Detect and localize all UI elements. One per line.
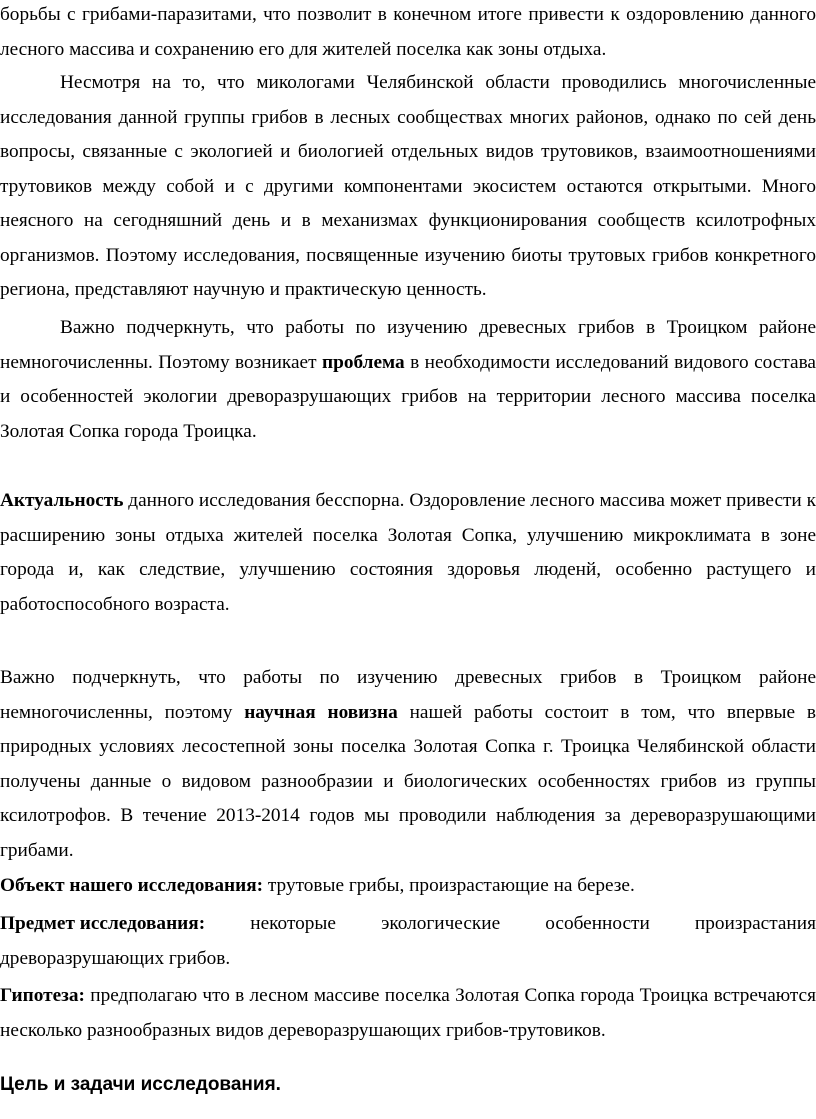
novelty-term: научная новизна: [244, 701, 398, 723]
relevance-text: данного исследования бесспорна. Оздоровление лесного массива может привести к расширению зоны отдыха жителей поселка Золотая Сопка, улучшению микроклимата в зоне города и, как следствие, улучшению состояния здоровья люденй, особенно растущего и работоспособного возраста.: [0, 490, 816, 615]
hypothesis-term: Гипотеза:: [0, 985, 85, 1006]
problem-text-before: Важно подчеркнуть, что работы по изучению древесных грибов в Троицком районе немногочисленны. Поэтому возникает: [0, 317, 816, 373]
paragraph-object: [0, 869, 816, 904]
section-heading: Цель и задачи исследования.: [0, 1074, 281, 1095]
novelty-text-after: нашей работы состоит в том, что впервые в природных условиях лесостепной зоны поселка Золотая Сопка г. Троицка Челябинской области получены данные о видовом разнообразии и биологических особенностях грибов из группы ксилотрофов. В течение 2013-2014 годов мы проводили наблюдения за дереворазрушающими грибами.: [0, 701, 816, 861]
subject-word-3: особенности: [545, 913, 650, 934]
novelty-text-before: Важно подчеркнуть, что работы по изучению древесных грибов в Троицком районе немногочисленны, поэтому: [0, 667, 816, 723]
object-term: Объект нашего исследования:: [0, 875, 264, 896]
relevance-term: Актуальность: [0, 490, 124, 511]
paragraph-subject-line1: [0, 907, 816, 942]
paragraph-subject-line2: древоразрушающих грибов.: [0, 948, 231, 969]
paragraph-relevance: [0, 484, 816, 622]
paragraph-intro: борьбы с грибами-паразитами, что позволит в конечном итоге привести к оздоровлению данного лесного массива и сохранению его для жителей поселка как зоны отдыха.: [0, 4, 816, 60]
paragraph-hypothesis: [0, 979, 816, 1048]
paragraph-mycology: Несмотря на то, что микологами Челябинской области проводились многочисленные исследования данной группы грибов в лесных сообществах многих районов, однако по сей день вопросы, связанные с экологией и биологией отдельных видов трутовиков, взаимоотношениями трутовиков между собой и с другими компонентами экосистем остаются открытыми. Много неясного на сегодняшний день и в механизмах функционирования сообществ ксилотрофных организмов. Поэтому исследования, посвященные изучению биоты трутовых грибов конкретного региона, представляют научную и практическую ценность.: [0, 72, 816, 300]
subject-term: Предмет исследования:: [0, 913, 206, 934]
problem-text-after: в необходимости исследований видового состава и особенностей экологии древоразрушающих грибов на территории лесного массива поселка Золотая Сопка города Троицка.: [0, 351, 816, 442]
paragraph-problem: [0, 311, 816, 449]
subject-word-2: экологические: [381, 913, 501, 934]
hypothesis-text: предполагаю что в лесном массиве поселка Золотая Сопка города Троицка встречаются несколько разнообразных видов дереворазрушающих грибов-трутовиков.: [0, 985, 816, 1041]
subject-word-4: произрастания: [694, 913, 816, 934]
problem-term: проблема: [322, 351, 405, 373]
subject-word-1: некоторые: [250, 913, 336, 934]
object-text: трутовые грибы, произрастающие на березе.: [263, 875, 635, 896]
paragraph-novelty: [0, 661, 816, 868]
